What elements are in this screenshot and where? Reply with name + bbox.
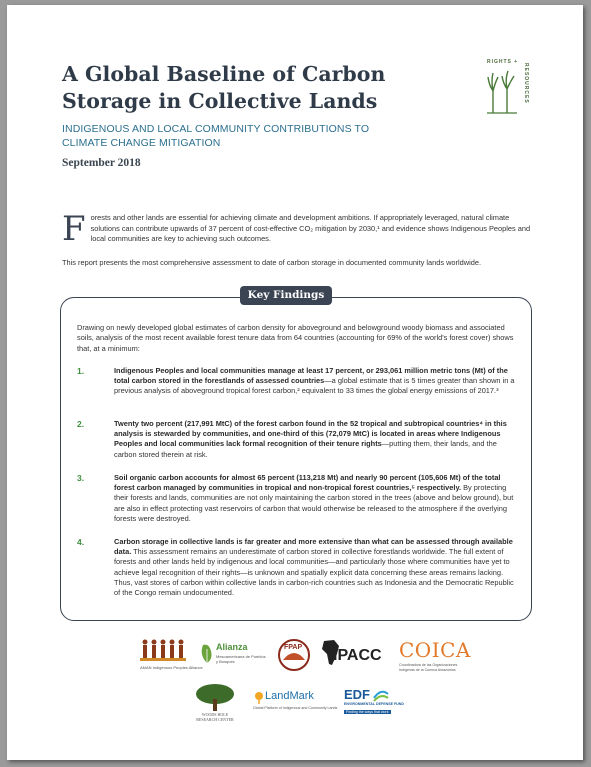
key-findings-label: Key Findings bbox=[240, 286, 332, 305]
landmark-logo bbox=[253, 689, 338, 719]
finding-number: 4. bbox=[77, 537, 85, 547]
intro-paragraph bbox=[62, 209, 532, 249]
edf-name: EDF bbox=[344, 687, 370, 702]
coica-caption: Coordinadora de las Organizaciones Indígenas de la Cuenca Amazónica bbox=[399, 663, 458, 672]
fpap-logo bbox=[275, 638, 313, 672]
logo-word-rights: RIGHTS + bbox=[487, 59, 519, 65]
coica-logo bbox=[399, 638, 469, 674]
alianza-caption: Mesoamericana de Pueblos y Bosques bbox=[216, 654, 266, 664]
finding-rest: This assessment remains an underestimate of carbon stored in collective forestlands worldwide. The full extent of forests and other lands held by indigenous and local communities—and particularly those where communities have yet to achieve legal recognition of their rights—is unknown and spatially explicit data concerning these areas remains lacking. Thus, vast stores of carbon within collective lands in carbon-rich countries such as Indonesia and the Democratic Republic of the Congo remain undocumented. bbox=[114, 547, 514, 598]
finding-text bbox=[114, 537, 517, 598]
tree-icon bbox=[193, 683, 237, 711]
edf-tagline: Finding the ways that work bbox=[346, 710, 389, 714]
rights-resources-logo bbox=[481, 53, 531, 121]
alianza-logo bbox=[199, 639, 269, 673]
key-findings-intro: Drawing on newly developed global estimates of carbon density for aboveground and belowground woody biomass and associated soils, analysis of the most recent available forest tenure data from 64 countries (accounting for 69% of the world's forest cover) shows that, at a minimum: bbox=[77, 323, 514, 353]
report-summary: This report presents the most comprehensive assessment to date of carbon storage in documented community lands worldwide. bbox=[62, 258, 482, 267]
finding-number: 2. bbox=[77, 419, 85, 429]
finding-bold: Soil organic carbon accounts for almost 65 percent (113,218 Mt) and nearly 90 percent (105,606 Mt) of the total forest carbon managed by communities in tropical and non-tropical forest countries,⁵ respectively. bbox=[114, 473, 501, 493]
finding-text bbox=[114, 473, 517, 524]
people-figures-icon bbox=[140, 638, 186, 664]
aman-caption: AMAN Indigenous Peoples Alliance bbox=[140, 665, 203, 670]
raised-hands-icon bbox=[485, 67, 519, 115]
woods-hole-logo bbox=[193, 683, 237, 725]
coica-name: COICA bbox=[399, 638, 471, 662]
finding-text bbox=[114, 419, 517, 460]
finding-rest: —putting them, their lands, and the carbon stored therein at risk. bbox=[114, 439, 497, 459]
finding-rest: By protecting their forests and lands, communities are not only maintaining the carbon stored in the trees (above and below ground), but are also in effect protecting vast reservoirs of carbon that would otherwise be released to the atmosphere if the overlying forests were destroyed. bbox=[114, 483, 514, 523]
document-subtitle: INDIGENOUS AND LOCAL COMMUNITY CONTRIBUTIONS TO CLIMATE CHANGE MITIGATION bbox=[62, 123, 370, 149]
finding-number: 1. bbox=[77, 366, 85, 376]
sun-pin-icon bbox=[253, 690, 265, 704]
leaf-icon bbox=[199, 641, 215, 665]
finding-text bbox=[114, 366, 517, 397]
alianza-name: Alianza bbox=[216, 642, 248, 652]
fpap-name: FPAP bbox=[284, 644, 303, 651]
edf-wave-icon bbox=[373, 688, 389, 702]
finding-bold: Indigenous Peoples and local communities manage at least 17 percent, or 293,061 million metric tons (Mt) of the total carbon stored in the forestlands of assessed countries bbox=[114, 366, 508, 386]
landmark-caption: Global Platform of Indigenous and Community Lands bbox=[253, 706, 338, 710]
ipacc-name: IPACC bbox=[333, 647, 382, 664]
edf-logo bbox=[344, 687, 404, 723]
intro-text: orests and other lands are essential for achieving climate and development ambitions. If appropriately leveraged, natural climate solutions can contribute upwards of 37 percent of cost-effective CO₂ mitigation by 2030,¹ and evidence shows Indigenous Peoples and local communities are key to achieving such outcomes. bbox=[90, 213, 531, 244]
finding-number: 3. bbox=[77, 473, 85, 483]
aman-logo bbox=[140, 638, 203, 672]
logo-word-resources: RESOURCES bbox=[523, 63, 529, 104]
drop-cap: F bbox=[62, 209, 86, 249]
ipacc-logo bbox=[320, 638, 390, 672]
document-title: A Global Baseline of Carbon Storage in Collective Lands bbox=[62, 62, 386, 113]
woods-hole-caption: WOODS HOLE RESEARCH CENTER bbox=[196, 712, 234, 722]
finding-bold: Carbon storage in collective lands is far greater and more extensive than what can be assessed through available data. bbox=[114, 537, 513, 557]
edf-caption: ENVIRONMENTAL DEFENSE FUND bbox=[344, 702, 404, 706]
publication-date: September 2018 bbox=[62, 157, 141, 169]
finding-rest: —a global estimate that is 5 times greater than shown in a previous analysis of aboveground tropical forest carbon,² equivalent to 33 times the global energy emissions of 2017.³ bbox=[114, 376, 515, 396]
landmark-name: LandMark bbox=[265, 690, 314, 702]
finding-bold: Twenty two percent (217,991 MtC) of the forest carbon found in the 52 tropical and subtropical countries⁴ in this analysis is stewarded by communities, and one-third of this (72,079 MtC) is located in areas where Indigenous Peoples and local communities lack formal recognition of their tenure rights bbox=[114, 419, 507, 449]
document-page bbox=[7, 5, 583, 760]
